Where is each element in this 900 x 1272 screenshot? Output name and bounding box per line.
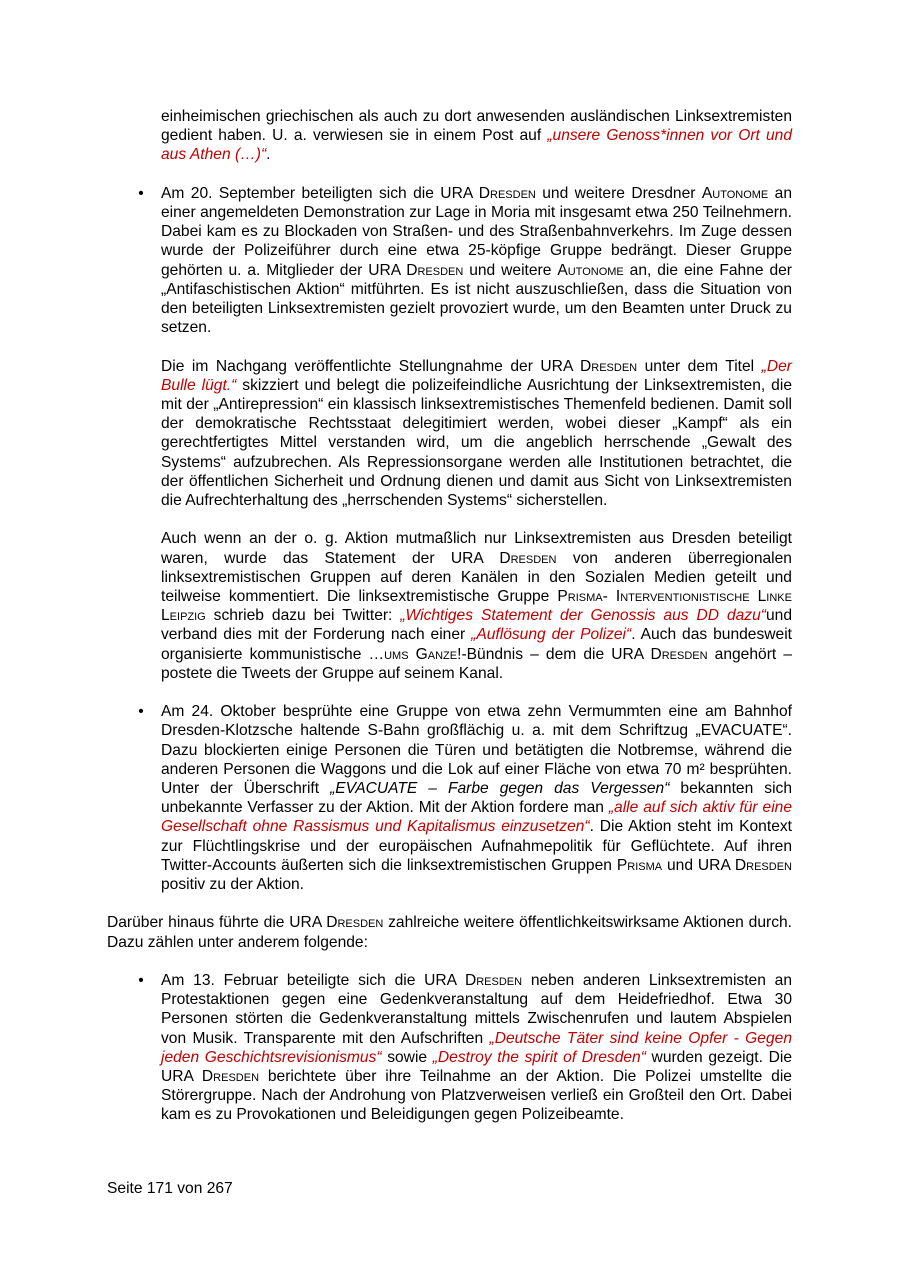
smallcaps-name: Dresden xyxy=(734,856,792,874)
smallcaps-name: Prisma xyxy=(616,856,663,874)
text-run: und weitere Dresdner xyxy=(535,184,702,202)
text-run: angehört – postete die Tweets der Gruppe auf seinem Kanal. xyxy=(161,645,793,682)
quote-text: „unsere Genoss*innen vor Ort und aus Athen (…)“ xyxy=(161,127,792,164)
text-run: wurden gezeigt. Die URA xyxy=(161,1048,792,1086)
smallcaps-name: Dresden xyxy=(464,972,523,990)
quote-text: „Wichtiges Statement der Genossis aus DD dazu“ xyxy=(400,607,766,625)
list-item xyxy=(107,702,792,894)
text-run: !-Bündnis – dem die URA xyxy=(457,645,651,663)
text-run: skizziert und belegt die polizeifeindliche Ausrichtung der Linksextremisten, die mit der „Antirepression“ ein klassisch linksextremistisches Themenfeld bedienen. Damit soll der demokratische Rechtsstaat delegitimiert werden, wobei dieser „Kampf“ als ein gerechtfertigtes Mittel verstanden wird, um die angeblich herrschende „Gewalt des Systems“ aufzubrechen. Als Repressionsorgane werden alle Institutionen betrachtet, die der öffentlichen Sicherheit und Ordnung dienen und damit aus Sicht von Linksextremisten die Aufrechterhaltung des „herrschenden Systems“ sicherstellen. xyxy=(161,376,792,510)
text-run: Am 13. Februar beteiligte sich die URA xyxy=(161,972,465,990)
italic-title: „EVACUATE – Farbe gegen das Vergessen“ xyxy=(330,780,670,798)
bullet-paragraph xyxy=(161,184,792,338)
text-run: an, die eine Fahne der „Antifaschistischen Aktion“ mitführten. Es ist nicht auszuschließen, dass die Situation von den beteiligten Linksextremisten gezielt provoziert wurde, um den Beamten unter Druck zu setzen. xyxy=(161,261,792,337)
bullet-subparagraph xyxy=(161,357,792,511)
text-run: sowie xyxy=(381,1048,433,1066)
text-run: von anderen überregionalen linksextremistischen Gruppen auf deren Kanälen in den Sozialen Medien geteilt und teilweise kommentiert. Die linksextremistische Gruppe xyxy=(161,549,792,606)
list-item xyxy=(107,971,792,1125)
text-run: und weitere xyxy=(463,261,558,279)
text-run: . xyxy=(266,146,271,164)
text-run: . Die Aktion steht im Kontext zur Flüchtlingskrise und der europäischen Aufnahmepolitik für Geflüchtete. Auf ihren Twitter-Accounts äußerten sich die linksextremistischen Gruppen xyxy=(161,818,792,874)
quote-text: „Der Bulle lügt.“ xyxy=(161,357,792,394)
bullet-paragraph xyxy=(161,971,792,1125)
smallcaps-name: Dresden xyxy=(201,1068,260,1086)
text-run: berichtete über ihre Teilnahme an der Aktion. Die Polizei umstellte die Störergruppe. Nach der Androhung von Platzverweisen verließ ein Großteil den Ort. Dabei kam es zu Provokationen und Beleidigungen gegen Polizeibeamte. xyxy=(161,1068,792,1124)
bullet-marker: • xyxy=(138,184,144,202)
smallcaps-name: …ums Ganze xyxy=(368,645,458,663)
continued-paragraph xyxy=(161,107,792,165)
page-number-footer: Seite 171 von 267 xyxy=(107,1180,233,1197)
smallcaps-name: Dresden xyxy=(406,261,464,279)
quote-text: „Destroy the spirit of Dresden“ xyxy=(432,1048,646,1066)
text-run: und verband dies mit der Forderung nach einer xyxy=(161,607,792,644)
smallcaps-name: Dresden xyxy=(499,549,557,567)
text-run: unter dem Titel xyxy=(637,357,762,375)
body-paragraph xyxy=(107,913,792,951)
smallcaps-name: Dresden xyxy=(650,645,708,663)
smallcaps-name: Autonome xyxy=(701,184,769,202)
text-run: Am 24. Oktober besprühte eine Gruppe von etwa zehn Vermummten eine am Bahnhof Dresden-Klotzsche haltende S-Bahn großflächig u. a. mit dem Schriftzug „EVACUATE“. Dazu blockierten einige Personen die Türen und betätigten die Notbremse, während die anderen Personen die Waggons und die Lok auf einer Fläche von etwa 70 m² besprühten. Unter der Überschrift xyxy=(161,703,792,798)
text-run: neben anderen Linksextremisten an Protestaktionen gegen eine Gedenkveranstaltung auf dem Heidefriedhof. Etwa 30 Personen störten die Gedenkveranstaltung mittels Zwischenrufen und lautem Abspielen von Musik. Transparente mit den Aufschriften xyxy=(161,972,792,1047)
text-run: positiv zu der Aktion. xyxy=(161,876,305,894)
list-item xyxy=(107,184,792,683)
text-run: Am 20. September beteiligten sich die URA xyxy=(161,184,479,202)
bullet-subparagraph xyxy=(161,529,792,683)
smallcaps-name: Prisma- Interventionistische Linke Leipzig xyxy=(161,588,792,625)
text-run: und URA xyxy=(662,856,735,874)
text-run: schrieb dazu bei Twitter: xyxy=(205,607,401,625)
bullet-paragraph xyxy=(161,702,792,894)
text-run: einheimischen griechischen als auch zu dort anwesenden ausländischen Linksextremisten gedient haben. U. a. verwiesen sie in einem Post auf xyxy=(161,108,792,145)
smallcaps-name: Dresden xyxy=(580,357,638,375)
bullet-marker: • xyxy=(138,703,144,721)
page-content xyxy=(107,107,792,1125)
quote-text: „Deutsche Täter sind keine Opfer - Gegen jeden Geschichtsrevisionismus“ xyxy=(161,1029,792,1066)
text-run: Darüber hinaus führte die URA xyxy=(107,914,327,932)
smallcaps-name: Autonome xyxy=(557,261,624,279)
smallcaps-name: Dresden xyxy=(326,914,384,932)
text-run: bekannten sich unbekannte Verfasser zu der Aktion. Mit der Aktion fordere man xyxy=(161,780,793,817)
text-run: . Auch das bundesweit organisierte kommunistische xyxy=(161,626,793,663)
text-run: zahlreiche weitere öffentlichkeitswirksame Aktionen durch. Dazu zählen unter anderem folgende: xyxy=(107,914,792,951)
text-run: Die im Nachgang veröffentlichte Stellungnahme der URA xyxy=(161,357,580,375)
quote-text: „alle auf sich aktiv für eine Gesellschaft ohne Rassismus und Kapitalismus einzusetzen“ xyxy=(161,799,793,836)
smallcaps-name: Dresden xyxy=(478,184,536,202)
bullet-marker: • xyxy=(138,972,144,990)
text-run: an einer angemeldeten Demonstration zur Lage in Moria mit insgesamt etwa 250 Teilnehmern. Dabei kam es zu Blockaden von Straßen- und des Straßenbahnverkehrs. Im Zuge dessen wurde der Polizeiführer durch eine etwa 25-köpfige Gruppe bedrängt. Dieser Gruppe gehörten u. a. Mitglieder der URA xyxy=(161,184,792,279)
quote-text: „Auflösung der Polizei“ xyxy=(471,626,632,644)
text-run: Auch wenn an der o. g. Aktion mutmaßlich nur Linksextremisten aus Dresden beteiligt waren, wurde das Statement der URA xyxy=(161,530,792,567)
